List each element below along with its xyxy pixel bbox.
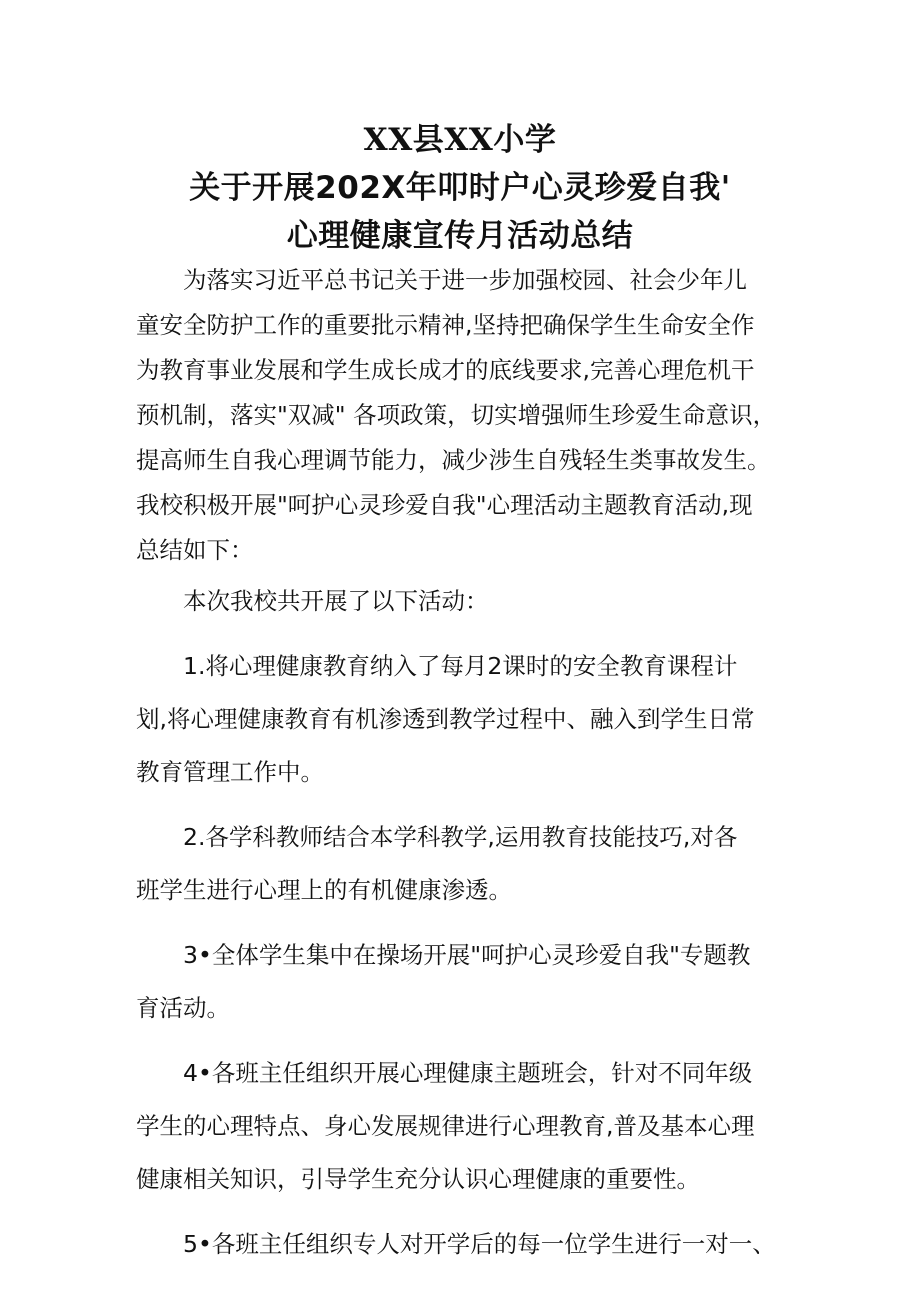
document-title-summary: 心理健康宣传月活动总结 (286, 218, 634, 254)
document-body (136, 258, 796, 1271)
activity-item-3: 3•全体学生集中在操场开展"呵护心灵珍爱自我"专题教 育活动。 (136, 941, 751, 1022)
activity-item-1: 1.将心理健康教育纳入了每月2课时的安全教育课程计 划,将心理健康教育有机渗透到教学过程中、融入到学生日常 教育管理工作中。 (136, 652, 755, 786)
document-title-school: XX县XX小学 (363, 122, 557, 158)
document-title-activity: 关于开展202X年叩时户心灵珍爱自我' (189, 170, 731, 206)
activity-item-2: 2.各学科教师结合本学科教学,运用教育技能技巧,对各 班学生进行心理上的有机健康渗透。 (136, 823, 738, 904)
activity-item-5: 5•各班主任组织专人对开学后的每一位学生进行一对一、 (183, 1230, 776, 1258)
activity-item-4: 4•各班主任组织开展心理健康主题班会，针对不同年级 学生的心理特点、身心发展规律进行心理教育,普及基本心理 健康相关知识，引导学生充分认识心理健康的重要性。 (136, 1059, 755, 1193)
intro-paragraph: 为落实习近平总书记关于进一步加强校园、社会少年儿 童安全防护工作的重要批示精神,坚持把确保学生生命安全作 为教育事业发展和学生成长成才的底线要求,完善心理危机干 预机制，落实"双减" 各项政策，切实增强师生珍爱生命意识， 提高师生自我心理调节能力，减少涉生自残轻生类事故发生。 我校积极开展"呵护心灵珍爱自我"心理活动主题教育活动,现 总结如下： (136, 266, 777, 564)
activities-lead-sentence: 本次我校共开展了以下活动： (183, 587, 489, 615)
